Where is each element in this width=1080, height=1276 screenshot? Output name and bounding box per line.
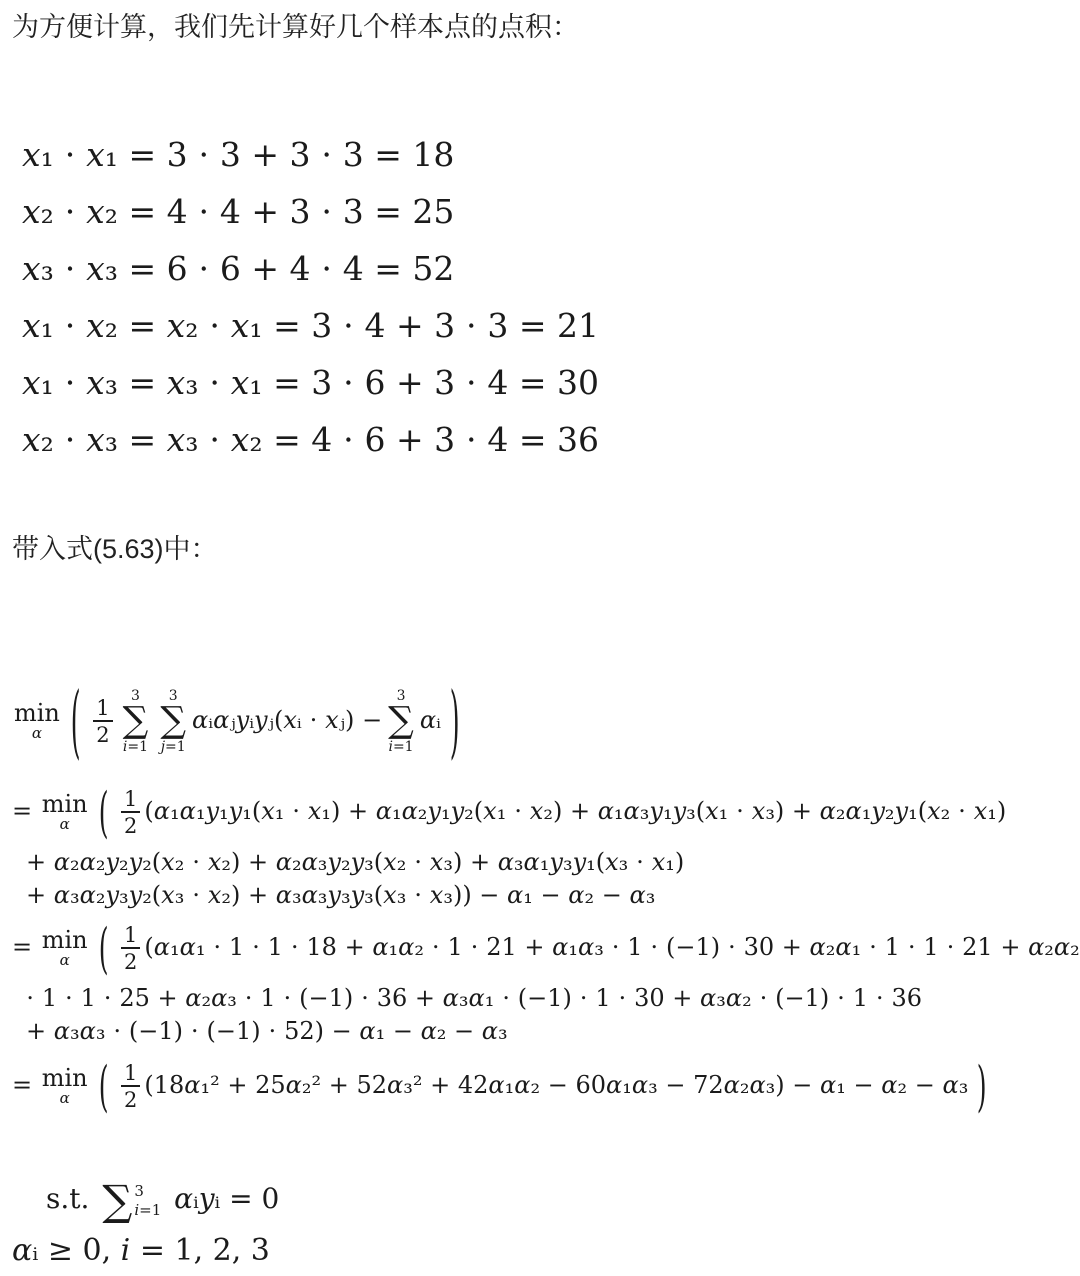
alpha-nonnegative-line: αᵢ ≥ 0, i = 1, 2, 3 bbox=[12, 1233, 270, 1268]
objective-tail: αᵢ bbox=[419, 706, 441, 734]
close-paren: ) bbox=[977, 1055, 987, 1118]
expansion-body: (18α₁² + 25α₂² + 52α₃² + 42α₁α₂ − 60α₁α₃ − 72α₂α₃) − α₁ − α₂ − α₃ bbox=[144, 1071, 969, 1099]
dot-product-line: x₂ ⋅ x₃ = x₃ ⋅ x₂ = 4 ⋅ 6 + 3 ⋅ 4 = 36 bbox=[22, 420, 600, 459]
min-operator: min α bbox=[41, 790, 88, 834]
sum-constraint-body: αᵢyᵢ = 0 bbox=[174, 1182, 280, 1215]
equals-sign: = bbox=[12, 1071, 33, 1099]
sum-over-j: 3 ∑ j=1 bbox=[160, 687, 187, 755]
objective-body: αᵢαⱼyᵢyⱼ(xᵢ ⋅ xⱼ) bbox=[192, 706, 355, 734]
expansion-step-2 bbox=[12, 912, 1080, 982]
optimization-derivation bbox=[12, 664, 1080, 1122]
expansion-body: (α₁α₁y₁y₁(x₁ ⋅ x₁) + α₁α₂y₁y₂(x₁ ⋅ x₂) + α₁α₃y₁y₃(x₁ ⋅ x₃) + α₂α₁y₂y₁(x₂ ⋅ x₁) bbox=[144, 797, 1007, 825]
one-half-fraction: $\frac{1}{2}$ bbox=[121, 1061, 140, 1112]
dot-product-line: x₁ ⋅ x₁ = 3 ⋅ 3 + 3 ⋅ 3 = 18 bbox=[22, 135, 455, 174]
dot-product-line: x₁ ⋅ x₃ = x₃ ⋅ x₁ = 3 ⋅ 6 + 3 ⋅ 4 = 30 bbox=[22, 363, 600, 402]
expansion-continuation: + α₂α₂y₂y₂(x₂ ⋅ x₂) + α₂α₃y₂y₃(x₂ ⋅ x₃) + α₃α₁y₃y₁(x₃ ⋅ x₁) bbox=[26, 848, 685, 876]
equals-sign: = bbox=[12, 933, 33, 961]
expansion-continuation: ⋅ 1 ⋅ 1 ⋅ 25 + α₂α₃ ⋅ 1 ⋅ (−1) ⋅ 36 + α₃α₁ ⋅ (−1) ⋅ 1 ⋅ 30 + α₃α₂ ⋅ (−1) ⋅ 1 ⋅ 36 bbox=[26, 984, 923, 1012]
one-half-fraction: $\frac{1}{2}$ bbox=[93, 696, 112, 747]
dot-product-equations bbox=[22, 126, 1020, 468]
min-operator: min α bbox=[14, 699, 60, 743]
open-paren: ( bbox=[70, 675, 81, 768]
expansion-step-1 bbox=[12, 776, 1020, 846]
equals-sign: = bbox=[12, 797, 33, 825]
expansion-continuation: + α₃α₃ ⋅ (−1) ⋅ (−1) ⋅ 52) − α₁ − α₂ − α₃ bbox=[26, 1017, 508, 1045]
sum-over-i-2: 3 ∑ i=1 bbox=[388, 687, 414, 755]
dot-product-line: x₁ ⋅ x₂ = x₂ ⋅ x₁ = 3 ⋅ 4 + 3 ⋅ 3 = 21 bbox=[22, 306, 600, 345]
subject-to-line bbox=[46, 1170, 1020, 1228]
expansion-body: (α₁α₁ ⋅ 1 ⋅ 1 ⋅ 18 + α₁α₂ ⋅ 1 ⋅ 21 + α₁α₃ ⋅ 1 ⋅ (−1) ⋅ 30 + α₂α₁ ⋅ 1 ⋅ 1 ⋅ 21 + α₂α₂ bbox=[144, 933, 1080, 961]
st-label: s.t. bbox=[46, 1182, 90, 1215]
substitute-text: 带入式(5.63)中： bbox=[12, 534, 218, 564]
close-paren: ) bbox=[449, 675, 460, 768]
expansion-continuation: + α₃α₂y₃y₂(x₃ ⋅ x₂) + α₃α₃y₃y₃(x₃ ⋅ x₃)) − α₁ − α₂ − α₃ bbox=[26, 881, 656, 909]
dot-product-line: x₃ ⋅ x₃ = 6 ⋅ 6 + 4 ⋅ 4 = 52 bbox=[22, 249, 455, 288]
minus-sign: − bbox=[362, 706, 383, 734]
constraints-block bbox=[12, 1170, 1020, 1274]
sum-over-i: 3 ∑ i=1 bbox=[122, 687, 149, 755]
open-paren: ( bbox=[98, 781, 109, 844]
min-operator: min α bbox=[41, 1064, 88, 1108]
inline-sum: ∑ 3 i=1 bbox=[102, 1175, 162, 1225]
open-paren: ( bbox=[98, 917, 109, 980]
objective-line bbox=[12, 664, 1020, 776]
one-half-fraction: $\frac{1}{2}$ bbox=[121, 923, 140, 974]
dot-product-line: x₂ ⋅ x₂ = 4 ⋅ 4 + 3 ⋅ 3 = 25 bbox=[22, 192, 455, 231]
intro-text: 为方便计算，我们先计算好几个样本点的点积： bbox=[12, 12, 579, 42]
open-paren: ( bbox=[98, 1055, 109, 1118]
expansion-step-3 bbox=[12, 1048, 1020, 1122]
min-operator: min α bbox=[41, 926, 88, 970]
one-half-fraction: $\frac{1}{2}$ bbox=[121, 787, 140, 838]
